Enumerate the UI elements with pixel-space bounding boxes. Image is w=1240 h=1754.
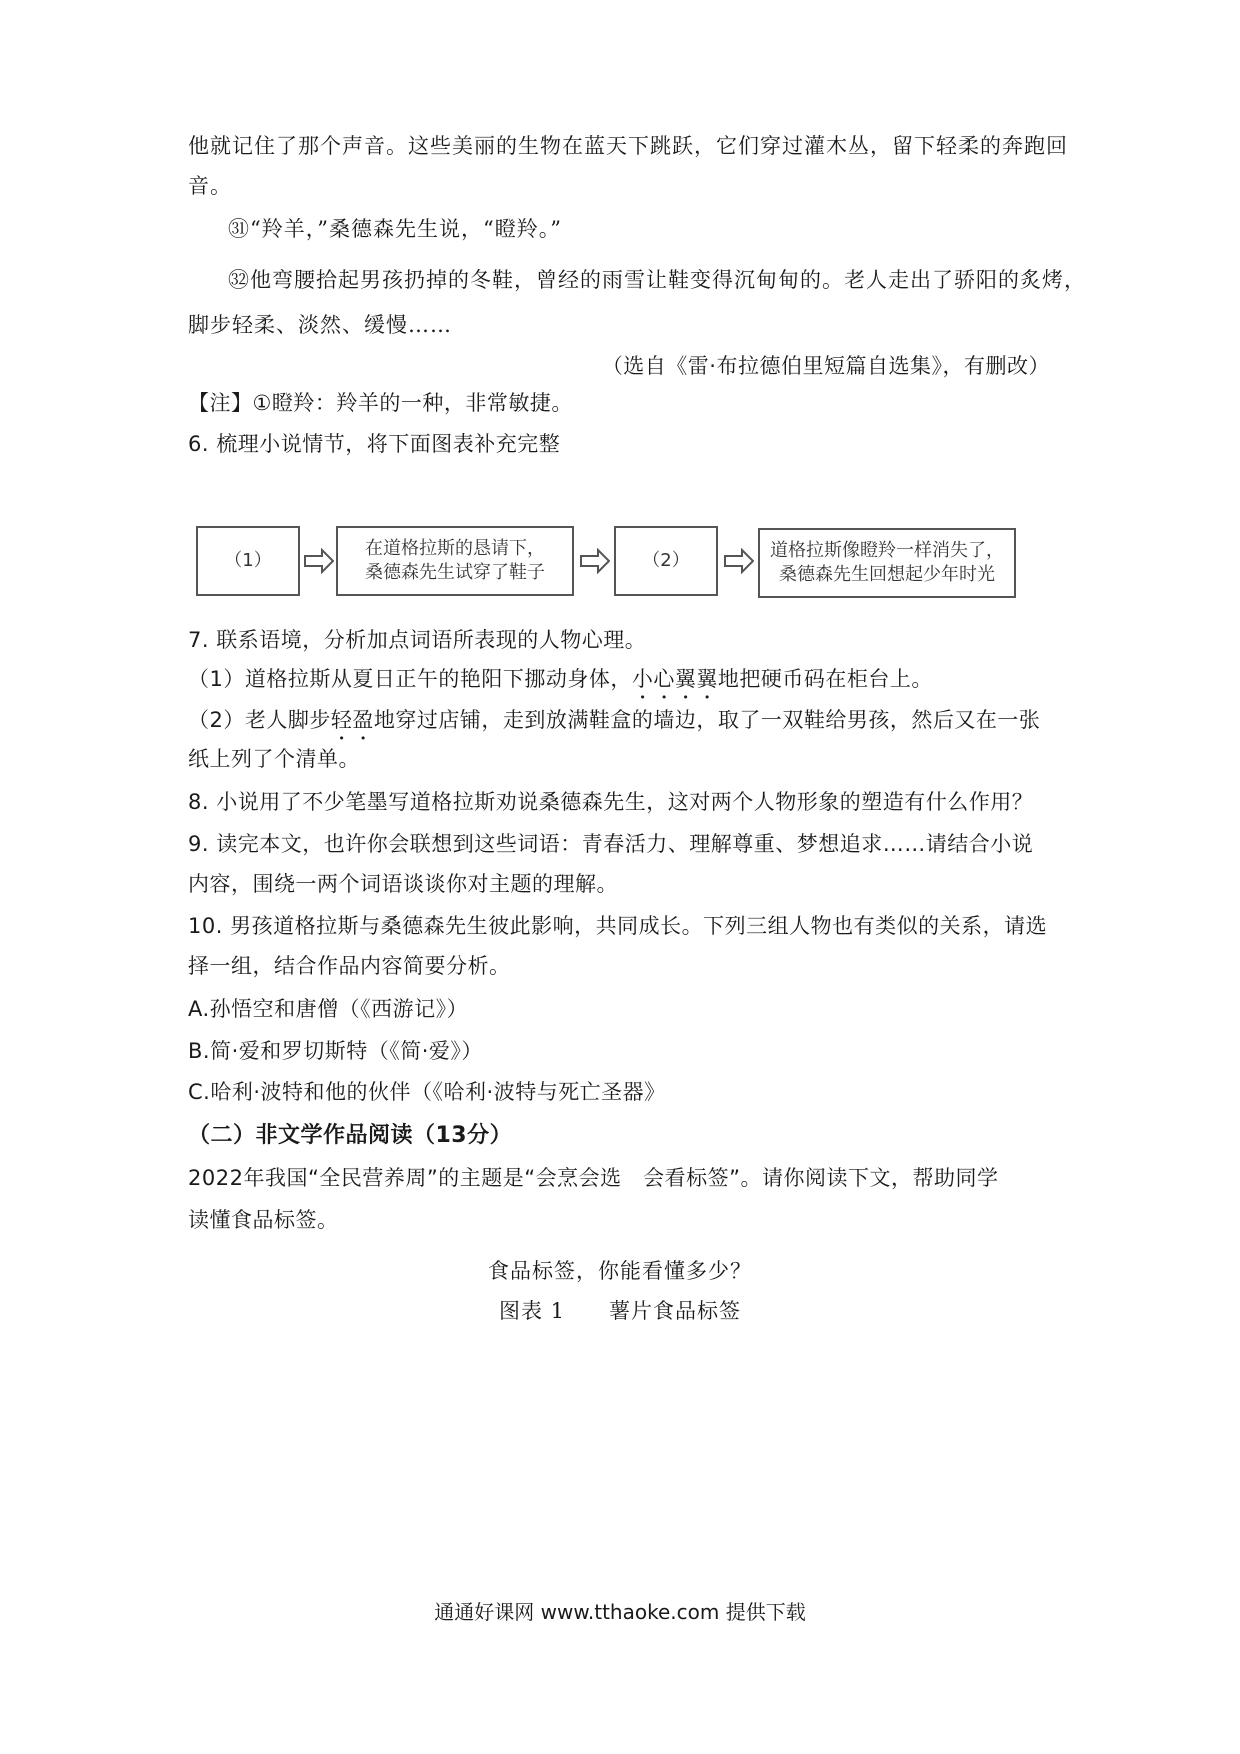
- flow-box-4: 道格拉斯像瞪羚一样消失了， 桑德森先生回想起少年时光: [758, 528, 1016, 598]
- question-7-part-1: （1）道格拉斯从夏日正午的艳阳下挪动身体，小心翼翼地把硬币码在柜台上。: [188, 667, 933, 691]
- download-footer: 通通好课网 www.tthaoke.com 提供下载: [434, 1600, 806, 1624]
- flow-box-2: 在道格拉斯的恳请下， 桑德森先生试穿了鞋子: [336, 526, 574, 596]
- question-10: 10. 男孩道格拉斯与桑德森先生彼此影响，共同成长。下列三组人物也有类似的关系，请选: [188, 914, 1048, 938]
- flow-box-3: （2）: [614, 526, 718, 596]
- flow-arrow-icon: [724, 548, 754, 574]
- question-7: 7. 联系语境，分析加点词语所表现的人物心理。: [188, 628, 647, 652]
- question-9: 9. 读完本文，也许你会联想到这些词语：青春活力、理解尊重、梦想追求……请结合小说: [188, 832, 1034, 856]
- figure-caption: 图表 1 薯片食品标签: [498, 1299, 742, 1323]
- flow-arrow-icon: [580, 548, 610, 574]
- question-9-end: 内容，围绕一两个词语谈谈你对主题的理解。: [188, 872, 618, 896]
- story-source: （选自《雷·布拉德伯里短篇自选集》，有删改）: [601, 354, 1050, 378]
- option-c: C.哈利·波特和他的伙伴（《哈利·波特与死亡圣器》: [188, 1080, 666, 1104]
- question-7-part-2: （2）老人脚步轻盈地穿过店铺，走到放满鞋盒的墙边，取了一双鞋给男孩，然后又在一张: [188, 708, 1041, 732]
- section-heading: （二）非文学作品阅读（13分）: [188, 1123, 513, 1148]
- story-note: 【注】①瞪羚：羚羊的一种，非常敏捷。: [188, 391, 573, 415]
- option-b: B.简·爱和罗切斯特（《简·爱》）: [188, 1039, 483, 1063]
- flow-arrow-icon: [304, 548, 334, 574]
- story-paragraph-continued: 他就记住了那个声音。这些美丽的生物在蓝天下跳跃，它们穿过灌木丛，留下轻柔的奔跑回: [188, 134, 1068, 158]
- dotted-word: 小心翼翼: [631, 667, 718, 691]
- article-title: 食品标签，你能看懂多少？: [488, 1259, 752, 1283]
- plot-flowchart: [196, 526, 1016, 602]
- story-paragraph-31: ㉛“羚羊，”桑德森先生说，“瞪羚。”: [228, 217, 562, 241]
- question-6: 6. 梳理小说情节，将下面图表补充完整: [188, 432, 561, 456]
- question-7-part-2-end: 纸上列了个清单。: [188, 747, 360, 771]
- dotted-word: 轻盈: [330, 708, 374, 732]
- flow-box-1: （1）: [196, 526, 300, 596]
- option-a: A.孙悟空和唐僧（《西游记》）: [188, 997, 469, 1021]
- question-8: 8. 小说用了不少笔墨写道格拉斯劝说桑德森先生，这对两个人物形象的塑造有什么作用？: [188, 790, 1034, 814]
- question-10-end: 择一组，结合作品内容简要分析。: [188, 954, 511, 978]
- section-intro-end: 读懂食品标签。: [188, 1208, 339, 1232]
- story-paragraph-32: ㉜他弯腰拾起男孩扔掉的冬鞋，曾经的雨雪让鞋变得沉甸甸的。老人走出了骄阳的炙烤，: [228, 268, 1086, 292]
- story-paragraph-32-end: 脚步轻柔、淡然、缓慢……: [188, 313, 452, 337]
- story-paragraph-continued-end: 音。: [188, 174, 232, 198]
- section-intro: 2022年我国“全民营养周”的主题是“会烹会选 会看标签”。请你阅读下文，帮助同学: [188, 1166, 999, 1190]
